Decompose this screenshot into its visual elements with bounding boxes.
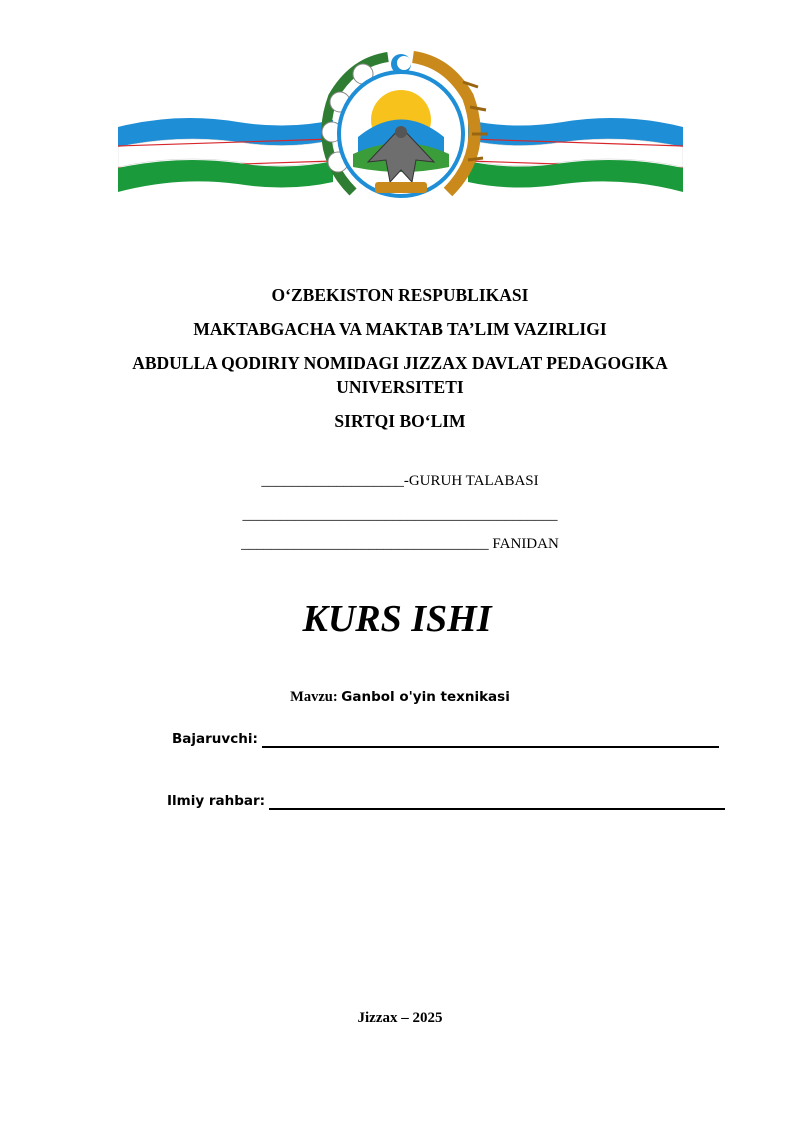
flag-ribbon-right: [468, 118, 683, 192]
performer-underline: [262, 733, 719, 748]
student-blank-field: __________________________________________: [242, 507, 558, 523]
country-name: O‘ZBEKISTON RESPUBLIKASI: [271, 285, 529, 305]
flag-ribbon-left: [118, 118, 333, 192]
supervisor-signature-row: [167, 792, 725, 810]
supervisor-underline: [269, 795, 725, 810]
topic-value: Ganbol o'yin texnikasi: [341, 689, 510, 705]
department-name: SIRTQI BO‘LIM: [334, 411, 466, 431]
document-title: KURS ISHI: [302, 598, 492, 640]
ministry-name: MAKTABGACHA VA MAKTAB TA’LIM VAZIRLIGI: [193, 319, 607, 339]
supervisor-label: Ilmiy rahbar:: [167, 793, 266, 809]
performer-signature-row: [172, 730, 719, 748]
topic-label: Mavzu:: [290, 689, 338, 705]
city-year-footer: Jizzax – 2025: [357, 1010, 443, 1026]
university-name-line1: ABDULLA QODIRIY NOMIDAGI JIZZAX DAVLAT PEDAGOGIKA: [132, 353, 668, 373]
subject-blank-field: _________________________________ FANIDAN: [241, 536, 559, 552]
university-name-line2: UNIVERSITETI: [336, 377, 464, 397]
document-title-container: [0, 597, 800, 641]
topic-line: [0, 688, 800, 706]
state-emblem-icon: [118, 42, 683, 212]
group-blank-field: ___________________-GURUH TALABASI: [261, 473, 539, 489]
performer-label: Bajaruvchi:: [172, 731, 258, 747]
